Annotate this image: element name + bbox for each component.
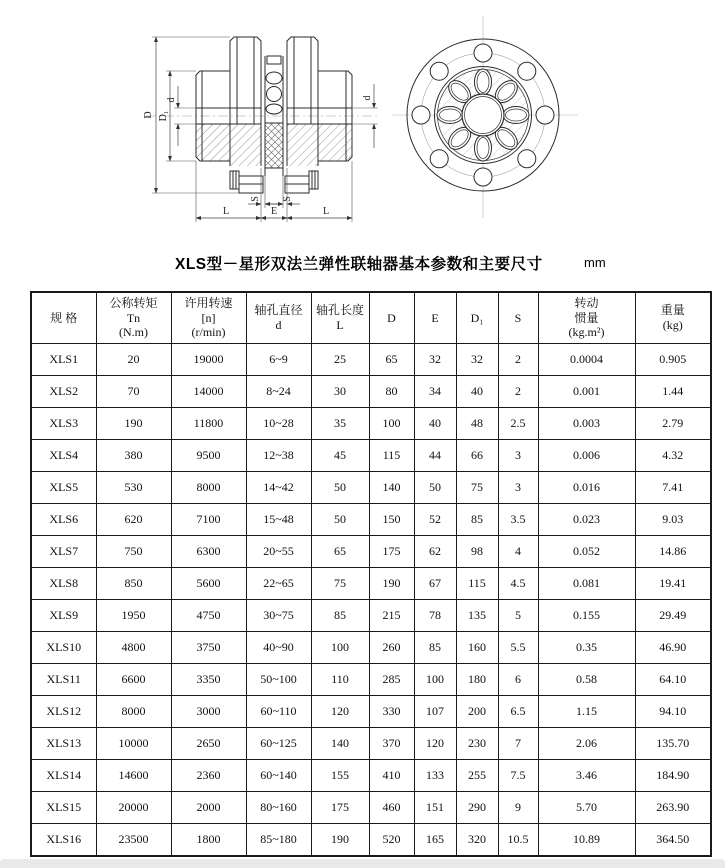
technical-drawing-area — [0, 0, 725, 250]
table-cell: 65 — [311, 536, 369, 568]
spider-section — [265, 123, 283, 168]
table-cell: 22~65 — [246, 568, 311, 600]
table-cell: 50 — [414, 472, 456, 504]
table-cell: XLS3 — [31, 408, 96, 440]
table-cell: 3000 — [171, 696, 246, 728]
table-row — [31, 696, 711, 728]
table-cell: 19.41 — [635, 568, 711, 600]
table-cell: 180 — [456, 664, 498, 696]
table-cell: 14~42 — [246, 472, 311, 504]
table-cell: 2.06 — [538, 728, 635, 760]
header-cell: E — [414, 292, 456, 344]
table-cell: 85 — [414, 632, 456, 664]
table-cell: 133 — [414, 760, 456, 792]
table-cell: 10000 — [96, 728, 171, 760]
dim-label-D: D — [143, 111, 154, 119]
table-cell: 850 — [96, 568, 171, 600]
table-cell: 3.5 — [498, 504, 538, 536]
table-cell: 14000 — [171, 376, 246, 408]
table-cell: XLS14 — [31, 760, 96, 792]
left-flange-bolt — [230, 171, 263, 193]
table-cell: 0.001 — [538, 376, 635, 408]
table-cell: 100 — [311, 632, 369, 664]
table-cell: 60~125 — [246, 728, 311, 760]
table-cell: 52 — [414, 504, 456, 536]
table-row — [31, 504, 711, 536]
table-cell: 0.58 — [538, 664, 635, 696]
table-cell: 255 — [456, 760, 498, 792]
table-cell: 140 — [369, 472, 414, 504]
table-cell: 4800 — [96, 632, 171, 664]
table-cell: 32 — [456, 344, 498, 376]
hatch-right — [287, 124, 352, 166]
table-cell: 370 — [369, 728, 414, 760]
table-cell: 7100 — [171, 504, 246, 536]
table-cell: 19000 — [171, 344, 246, 376]
table-cell: 0.003 — [538, 408, 635, 440]
table-cell: 8000 — [171, 472, 246, 504]
table-cell: 0.35 — [538, 632, 635, 664]
table-cell: 230 — [456, 728, 498, 760]
table-cell: 260 — [369, 632, 414, 664]
table-cell: 6~9 — [246, 344, 311, 376]
table-cell: 34 — [414, 376, 456, 408]
table-cell: 5.5 — [498, 632, 538, 664]
table-wrap — [30, 291, 712, 857]
table-cell: 75 — [456, 472, 498, 504]
header-cell: D₁ — [456, 292, 498, 344]
table-cell: 10.89 — [538, 824, 635, 857]
table-cell: 2.5 — [498, 408, 538, 440]
table-cell: 2 — [498, 376, 538, 408]
table-cell: 2360 — [171, 760, 246, 792]
table-cell: 20000 — [96, 792, 171, 824]
table-cell: 6 — [498, 664, 538, 696]
table-cell: XLS15 — [31, 792, 96, 824]
table-cell: 85~180 — [246, 824, 311, 857]
table-cell: 50~100 — [246, 664, 311, 696]
table-cell: 4750 — [171, 600, 246, 632]
dim-label-d-left: d — [166, 97, 177, 103]
header-cell: 许用转速 [n] (r/min) — [171, 292, 246, 344]
table-cell: 135.70 — [635, 728, 711, 760]
table-cell: 200 — [456, 696, 498, 728]
table-cell: 46.90 — [635, 632, 711, 664]
dim-label-L-right: L — [322, 206, 330, 217]
spider-cap — [267, 56, 281, 64]
header-cell: 轴孔直径 d — [246, 292, 311, 344]
table-cell: 50 — [311, 472, 369, 504]
table-cell: 175 — [311, 792, 369, 824]
table-cell: 60~140 — [246, 760, 311, 792]
table-row — [31, 824, 711, 857]
table-cell: 4.32 — [635, 440, 711, 472]
header-cell: S — [498, 292, 538, 344]
header-cell: D — [369, 292, 414, 344]
table-cell: 65 — [369, 344, 414, 376]
header-cell: 重量 (kg) — [635, 292, 711, 344]
table-cell: 14600 — [96, 760, 171, 792]
dim-label-S-right: S — [282, 196, 293, 202]
table-cell: 8000 — [96, 696, 171, 728]
table-cell: 45 — [311, 440, 369, 472]
table-cell: 40 — [456, 376, 498, 408]
table-cell: 0.023 — [538, 504, 635, 536]
table-cell: 151 — [414, 792, 456, 824]
table-row — [31, 728, 711, 760]
table-cell: 175 — [369, 536, 414, 568]
unit-label: mm — [584, 255, 606, 270]
table-cell: 15~48 — [246, 504, 311, 536]
table-cell: 48 — [456, 408, 498, 440]
table-cell: XLS13 — [31, 728, 96, 760]
table-cell: 30~75 — [246, 600, 311, 632]
table-cell: XLS7 — [31, 536, 96, 568]
table-cell: 3 — [498, 440, 538, 472]
table-cell: 290 — [456, 792, 498, 824]
table-cell: 2 — [498, 344, 538, 376]
table-cell: 8~24 — [246, 376, 311, 408]
table-cell: 50 — [311, 504, 369, 536]
table-cell: 85 — [311, 600, 369, 632]
table-cell: 20~55 — [246, 536, 311, 568]
table-row — [31, 536, 711, 568]
table-cell: 184.90 — [635, 760, 711, 792]
table-cell: 380 — [96, 440, 171, 472]
table-cell: 67 — [414, 568, 456, 600]
table-cell: XLS4 — [31, 440, 96, 472]
page-title: XLS型－星形双法兰弹性联轴器基本参数和主要尺寸 — [175, 256, 543, 273]
table-cell: 364.50 — [635, 824, 711, 857]
table-cell: 1.44 — [635, 376, 711, 408]
table-cell: 3.46 — [538, 760, 635, 792]
table-row — [31, 344, 711, 376]
parameters-table — [30, 291, 712, 857]
table-cell: 78 — [414, 600, 456, 632]
table-row — [31, 664, 711, 696]
table-row — [31, 600, 711, 632]
table-cell: 2650 — [171, 728, 246, 760]
table-cell: 75 — [311, 568, 369, 600]
table-cell: 7.5 — [498, 760, 538, 792]
table-cell: XLS5 — [31, 472, 96, 504]
table-cell: 94.10 — [635, 696, 711, 728]
table-cell: 10.5 — [498, 824, 538, 857]
right-flange-bolt — [285, 171, 318, 193]
table-cell: 750 — [96, 536, 171, 568]
side-view-drawing — [100, 16, 380, 236]
table-cell: 0.052 — [538, 536, 635, 568]
table-cell: XLS8 — [31, 568, 96, 600]
table-cell: 9 — [498, 792, 538, 824]
page-bottom-edge — [0, 859, 725, 868]
table-cell: 80~160 — [246, 792, 311, 824]
table-cell: 160 — [456, 632, 498, 664]
table-cell: 25 — [311, 344, 369, 376]
table-cell: 5.70 — [538, 792, 635, 824]
table-cell: 11800 — [171, 408, 246, 440]
table-cell: 40~90 — [246, 632, 311, 664]
dim-label-d-right: d — [362, 95, 373, 101]
table-cell: 3 — [498, 472, 538, 504]
table-cell: 5600 — [171, 568, 246, 600]
table-cell: XLS12 — [31, 696, 96, 728]
table-cell: 98 — [456, 536, 498, 568]
table-cell: 120 — [414, 728, 456, 760]
table-cell: 140 — [311, 728, 369, 760]
dim-label-L-left: L — [222, 206, 230, 217]
table-cell: 1.15 — [538, 696, 635, 728]
table-cell: 0.0004 — [538, 344, 635, 376]
table-cell: 215 — [369, 600, 414, 632]
table-cell: 40 — [414, 408, 456, 440]
table-row — [31, 568, 711, 600]
table-cell: 9500 — [171, 440, 246, 472]
table-cell: 7 — [498, 728, 538, 760]
table-cell: 190 — [96, 408, 171, 440]
table-cell: XLS2 — [31, 376, 96, 408]
table-cell: 115 — [456, 568, 498, 600]
table-cell: 150 — [369, 504, 414, 536]
table-cell: 66 — [456, 440, 498, 472]
dim-label-E: E — [270, 206, 278, 217]
table-cell: 1950 — [96, 600, 171, 632]
table-cell: 30 — [311, 376, 369, 408]
table-cell: 4 — [498, 536, 538, 568]
table-cell: 6.5 — [498, 696, 538, 728]
dim-label-D1: D₁ — [158, 110, 169, 122]
table-cell: 23500 — [96, 824, 171, 857]
table-cell: 115 — [369, 440, 414, 472]
table-cell: XLS6 — [31, 504, 96, 536]
table-cell: 80 — [369, 376, 414, 408]
header-cell: 转动 惯量 (kg.m²) — [538, 292, 635, 344]
table-cell: 0.081 — [538, 568, 635, 600]
hatch-left — [196, 124, 261, 166]
table-cell: 7.41 — [635, 472, 711, 504]
table-row — [31, 632, 711, 664]
table-cell: 6600 — [96, 664, 171, 696]
table-cell: 3350 — [171, 664, 246, 696]
table-cell: 60~110 — [246, 696, 311, 728]
table-cell: 285 — [369, 664, 414, 696]
table-cell: 2.79 — [635, 408, 711, 440]
spider-element — [266, 72, 282, 84]
table-row — [31, 792, 711, 824]
table-cell: 32 — [414, 344, 456, 376]
table-cell: 44 — [414, 440, 456, 472]
table-cell: 135 — [456, 600, 498, 632]
table-row — [31, 760, 711, 792]
table-cell: 110 — [311, 664, 369, 696]
table-cell: XLS10 — [31, 632, 96, 664]
table-cell: 12~38 — [246, 440, 311, 472]
table-cell: 410 — [369, 760, 414, 792]
table-cell: XLS9 — [31, 600, 96, 632]
table-cell: 9.03 — [635, 504, 711, 536]
table-cell: 0.905 — [635, 344, 711, 376]
table-cell: 155 — [311, 760, 369, 792]
table-cell: 5 — [498, 600, 538, 632]
dim-label-S-left: S — [250, 196, 261, 202]
table-cell: 190 — [311, 824, 369, 857]
title-row — [0, 250, 725, 274]
table-cell: 263.90 — [635, 792, 711, 824]
table-cell: 85 — [456, 504, 498, 536]
table-cell: 1800 — [171, 824, 246, 857]
table-row — [31, 440, 711, 472]
spider-element — [266, 104, 282, 114]
table-cell: 620 — [96, 504, 171, 536]
table-cell: 520 — [369, 824, 414, 857]
table-cell: 10~28 — [246, 408, 311, 440]
hub-circle — [462, 94, 504, 136]
table-cell: 14.86 — [635, 536, 711, 568]
front-view-drawing — [390, 10, 580, 222]
table-cell: 64.10 — [635, 664, 711, 696]
table-cell: 107 — [414, 696, 456, 728]
table-row — [31, 472, 711, 504]
table-cell: 4.5 — [498, 568, 538, 600]
table-cell: 530 — [96, 472, 171, 504]
table-cell: 0.016 — [538, 472, 635, 504]
table-cell: 6300 — [171, 536, 246, 568]
table-cell: 100 — [369, 408, 414, 440]
table-cell: 62 — [414, 536, 456, 568]
table-header — [31, 292, 711, 344]
header-cell: 规 格 — [31, 292, 96, 344]
table-cell: XLS16 — [31, 824, 96, 857]
table-cell: XLS1 — [31, 344, 96, 376]
table-cell: 190 — [369, 568, 414, 600]
table-cell: 2000 — [171, 792, 246, 824]
spider-element — [267, 87, 282, 102]
table-cell: 70 — [96, 376, 171, 408]
table-cell: 35 — [311, 408, 369, 440]
table-cell: 0.006 — [538, 440, 635, 472]
table-cell: 330 — [369, 696, 414, 728]
table-row — [31, 376, 711, 408]
table-row — [31, 408, 711, 440]
table-cell: 320 — [456, 824, 498, 857]
header-cell: 轴孔长度 L — [311, 292, 369, 344]
header-cell: 公称转矩 Tn (N.m) — [96, 292, 171, 344]
table-cell: 165 — [414, 824, 456, 857]
table-cell: 100 — [414, 664, 456, 696]
table-cell: XLS11 — [31, 664, 96, 696]
table-cell: 3750 — [171, 632, 246, 664]
table-cell: 460 — [369, 792, 414, 824]
table-cell: 29.49 — [635, 600, 711, 632]
table-cell: 120 — [311, 696, 369, 728]
table-cell: 20 — [96, 344, 171, 376]
table-cell: 0.155 — [538, 600, 635, 632]
